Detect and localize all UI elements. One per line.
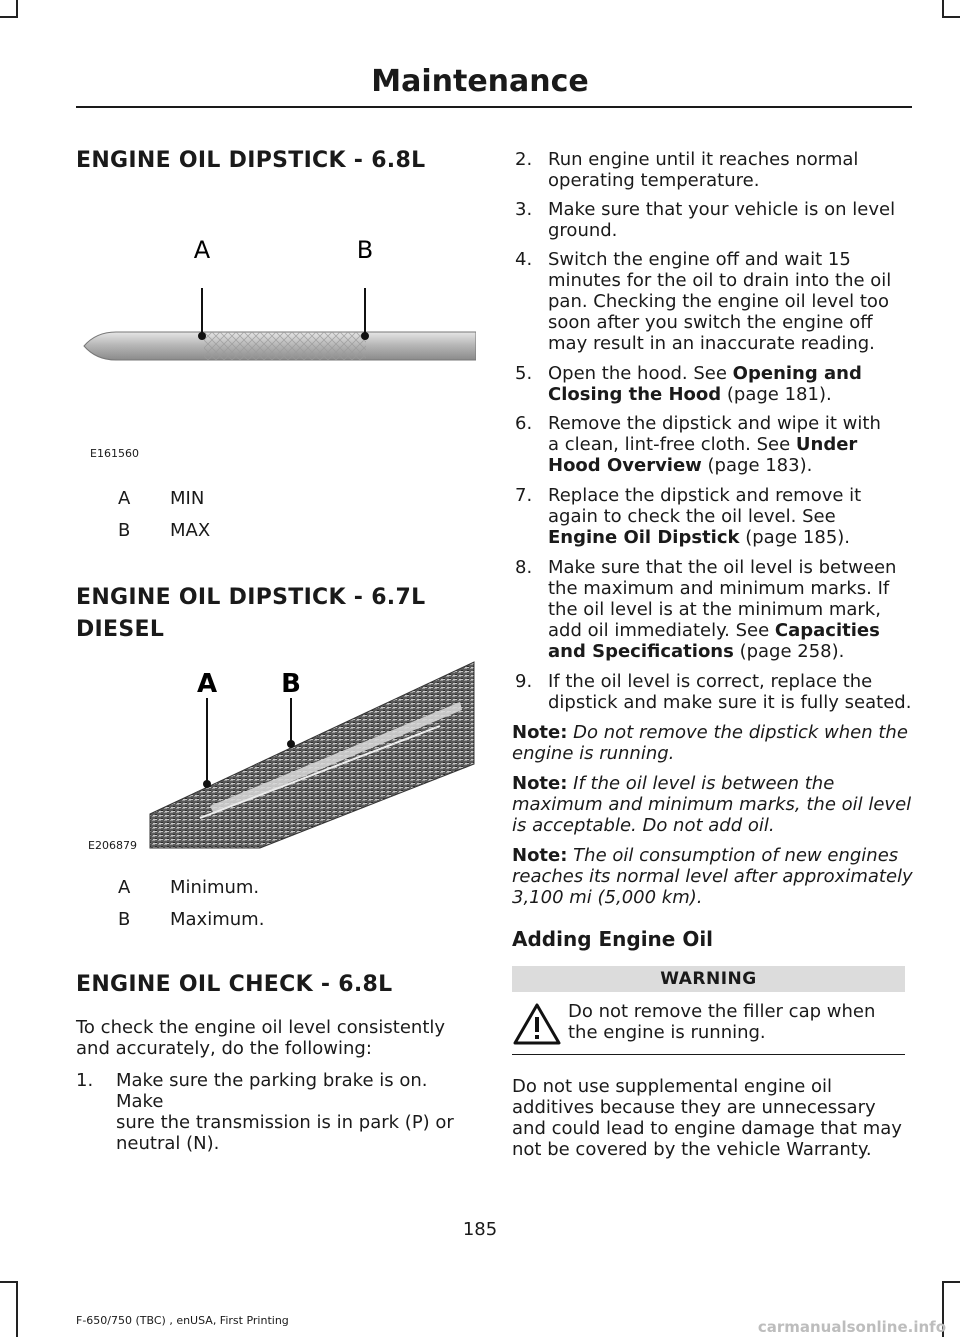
text-run: (page 183). bbox=[701, 455, 813, 476]
edition-footer: F-650/750 (TBC) , enUSA, First Printing bbox=[76, 1314, 289, 1327]
crop-mark bbox=[942, 0, 944, 16]
step-text bbox=[548, 199, 895, 241]
figure-id: E206879 bbox=[88, 839, 137, 852]
step-number: 3. bbox=[515, 199, 533, 220]
heading-line: ENGINE OIL DIPSTICK - 6.7L bbox=[76, 585, 426, 610]
legend-letter: B bbox=[118, 520, 131, 541]
crop-mark bbox=[16, 1281, 18, 1337]
step-text bbox=[548, 249, 891, 354]
step-number: 8. bbox=[515, 557, 533, 578]
text-line: and accurately, do the following: bbox=[76, 1038, 372, 1059]
heading-dipstick-67 bbox=[76, 582, 425, 646]
note-text: 3,100 mi (5,000 km). bbox=[512, 887, 703, 908]
text-line: soon after you switch the engine off bbox=[548, 312, 873, 333]
legend-text: Minimum. bbox=[170, 877, 260, 898]
text-line: To check the engine oil level consistently bbox=[76, 1017, 446, 1038]
dipstick-67-figure bbox=[140, 656, 480, 856]
legend-text: MIN bbox=[170, 488, 205, 509]
additives-paragraph bbox=[512, 1076, 902, 1160]
note-text: maximum and minimum marks, the oil level bbox=[512, 794, 912, 815]
text-line: neutral (N). bbox=[116, 1133, 220, 1154]
text-line: sure the transmission is in park (P) or bbox=[116, 1112, 454, 1133]
text-run: Replace the dipstick and remove it bbox=[548, 485, 862, 506]
text-line: Do not remove the filler cap when bbox=[568, 1001, 876, 1022]
text-line: Make sure the parking brake is on. Make bbox=[116, 1070, 428, 1112]
legend-text: MAX bbox=[170, 520, 211, 541]
step-number: 6. bbox=[515, 413, 533, 434]
figure-label-b: B bbox=[281, 669, 301, 699]
dipstick-68-figure bbox=[76, 228, 476, 464]
watermark: carmanualsonline.info bbox=[757, 1318, 946, 1336]
text-run: again to check the oil level. See bbox=[548, 506, 836, 527]
text-run: add oil immediately. See bbox=[548, 620, 775, 641]
crop-mark bbox=[942, 1281, 960, 1283]
text-run: Make sure that the oil level is between bbox=[548, 557, 897, 578]
heading-adding-oil: Adding Engine Oil bbox=[512, 927, 714, 951]
intro-paragraph bbox=[76, 1017, 445, 1059]
header-divider bbox=[76, 106, 912, 108]
text-run: (page 185). bbox=[739, 527, 851, 548]
step-number: 1. bbox=[76, 1070, 94, 1091]
text-line: pan. Checking the engine oil level too bbox=[548, 291, 889, 312]
note-label: Note: bbox=[512, 722, 568, 743]
text-line: not be covered by the vehicle Warranty. bbox=[512, 1139, 872, 1160]
note-text: The oil consumption of new engines bbox=[567, 845, 899, 866]
crop-mark bbox=[16, 0, 18, 16]
text-run: (page 181). bbox=[721, 384, 832, 405]
text-run: the maximum and minimum marks. If bbox=[548, 578, 890, 599]
note-1 bbox=[512, 722, 908, 764]
legend-letter: B bbox=[118, 909, 131, 930]
cross-reference-link[interactable]: Closing the Hood bbox=[548, 384, 722, 405]
page-number: 185 bbox=[462, 1219, 498, 1240]
heading-dipstick-68: ENGINE OIL DIPSTICK - 6.8L bbox=[76, 148, 426, 173]
note-text: engine is running. bbox=[512, 743, 675, 764]
crop-mark bbox=[0, 1281, 18, 1283]
cross-reference-link[interactable]: Engine Oil Dipstick bbox=[548, 527, 740, 548]
text-line: the engine is running. bbox=[568, 1022, 766, 1043]
step-number: 9. bbox=[515, 671, 533, 692]
legend-letter: A bbox=[118, 488, 131, 509]
text-run: Open the hood. See bbox=[548, 363, 733, 384]
note-3 bbox=[512, 845, 913, 908]
step-number: 2. bbox=[515, 149, 533, 170]
step-number: 7. bbox=[515, 485, 533, 506]
step-text bbox=[548, 149, 858, 191]
text-run: a clean, lint-free cloth. See bbox=[548, 434, 796, 455]
legend-letter: A bbox=[118, 877, 131, 898]
text-run: (page 258). bbox=[733, 641, 845, 662]
note-text: reaches its normal level after approximately bbox=[512, 866, 913, 887]
text-line: and could lead to engine damage that may bbox=[512, 1118, 902, 1139]
figure-label-a: A bbox=[196, 669, 218, 699]
note-text: If the oil level is between the bbox=[567, 773, 835, 794]
warning-title: WARNING bbox=[512, 966, 905, 992]
cross-reference-link[interactable]: Opening and bbox=[732, 363, 862, 384]
step-text bbox=[548, 557, 896, 662]
note-text: is acceptable. Do not add oil. bbox=[512, 815, 775, 836]
text-line: operating temperature. bbox=[548, 170, 760, 191]
text-line: dipstick and make sure it is fully seated. bbox=[548, 692, 912, 713]
text-line: Make sure that your vehicle is on level bbox=[548, 199, 896, 220]
figure-label-b: B bbox=[356, 236, 374, 264]
text-line: Run engine until it reaches normal bbox=[548, 149, 859, 170]
note-2 bbox=[512, 773, 911, 836]
heading-line: DIESEL bbox=[76, 617, 165, 642]
figure-label-a: A bbox=[193, 236, 211, 264]
text-run: the oil level is at the minimum mark, bbox=[548, 599, 881, 620]
heading-oil-check: ENGINE OIL CHECK - 6.8L bbox=[76, 972, 393, 997]
step-number: 5. bbox=[515, 363, 533, 384]
text-line: Switch the engine off and wait 15 bbox=[548, 249, 851, 270]
page-section-title: Maintenance bbox=[371, 64, 589, 99]
step-text bbox=[116, 1070, 476, 1154]
step-text bbox=[548, 363, 862, 405]
note-label: Note: bbox=[512, 845, 568, 866]
legend-text: Maximum. bbox=[170, 909, 265, 930]
cross-reference-link[interactable]: Hood Overview bbox=[548, 455, 702, 476]
text-line: may result in an inaccurate reading. bbox=[548, 333, 875, 354]
text-line: If the oil level is correct, replace the bbox=[548, 671, 873, 692]
text-run: Remove the dipstick and wipe it with bbox=[548, 413, 881, 434]
note-text: Do not remove the dipstick when the bbox=[567, 722, 908, 743]
text-line: ground. bbox=[548, 220, 618, 241]
crop-mark bbox=[942, 16, 960, 18]
text-line: additives because they are unnecessary bbox=[512, 1097, 876, 1118]
text-line: minutes for the oil to drain into the oil bbox=[548, 270, 892, 291]
cross-reference-link[interactable]: Capacities bbox=[774, 620, 880, 641]
step-number: 4. bbox=[515, 249, 533, 270]
note-label: Note: bbox=[512, 773, 568, 794]
figure-id: E161560 bbox=[90, 447, 139, 460]
warning-triangle-icon bbox=[512, 1002, 562, 1046]
warning-divider bbox=[512, 1054, 905, 1055]
step-text bbox=[548, 413, 881, 476]
step-text bbox=[548, 671, 911, 713]
cross-reference-link[interactable]: and Specifications bbox=[548, 641, 734, 662]
step-text bbox=[548, 485, 861, 548]
crop-mark bbox=[0, 16, 18, 18]
cross-reference-link[interactable]: Under bbox=[795, 434, 858, 455]
text-line: Do not use supplemental engine oil bbox=[512, 1076, 833, 1097]
warning-text bbox=[568, 1001, 875, 1043]
